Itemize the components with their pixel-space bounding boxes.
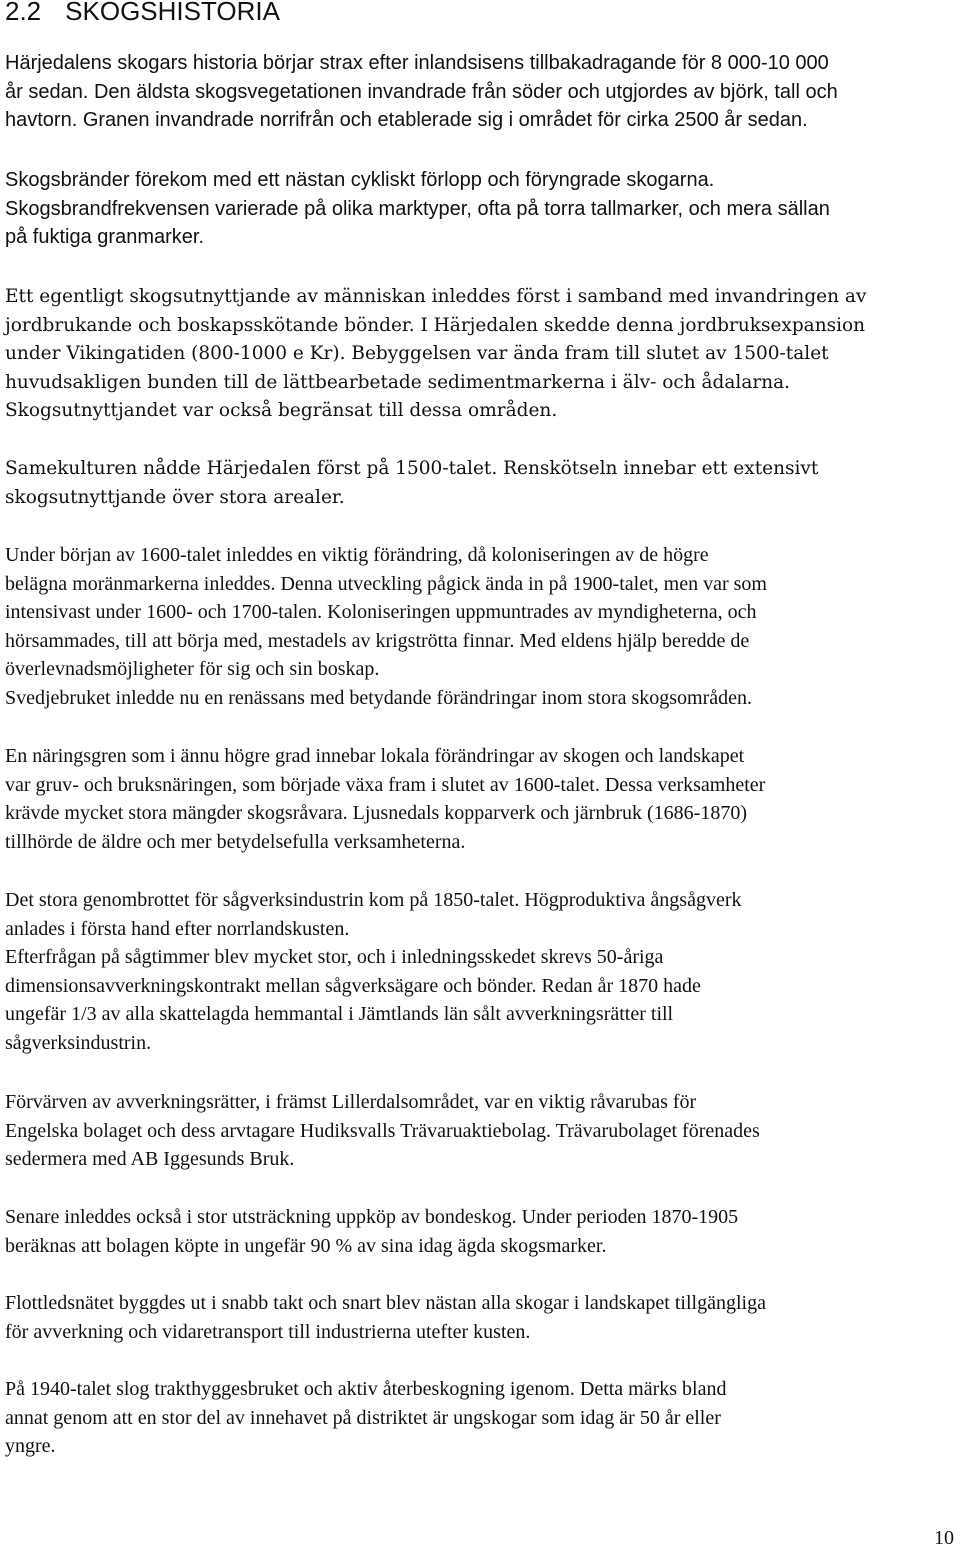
paragraph-sawmills bbox=[5, 886, 955, 1057]
text-line: På 1940-talet slog trakthyggesbruket och aktiv återbeskogning igenom. Detta märks bland bbox=[5, 1378, 727, 1400]
section-number: 2.2 bbox=[5, 0, 42, 26]
text-line: sågverksindustrin. bbox=[5, 1031, 152, 1054]
paragraph-colonisation bbox=[5, 541, 955, 712]
text-line: Under början av 1600-talet inleddes en viktig förändring, då koloniseringen av de högre bbox=[5, 544, 709, 566]
text-line: havtorn. Granen invandrade norrifrån och etablerade sig i området för cirka 2500 år sedan. bbox=[5, 109, 808, 131]
paragraph-sami-culture bbox=[5, 455, 955, 512]
text-line: skogsutnyttjande över stora arealer. bbox=[5, 486, 345, 508]
text-line: sedermera med AB Iggesunds Bruk. bbox=[5, 1148, 295, 1170]
text-line: Härjedalens skogars historia börjar strax efter inlandsisens tillbakadragande för 8 000-10 000 bbox=[5, 52, 829, 74]
text-line: huvudsakligen bunden till de lättbearbetade sedimentmarkerna i älv- och ådalarna. bbox=[5, 371, 791, 393]
text-line: jordbrukande och boskapsskötande bönder. I Härjedalen skedde denna jordbruksexpansion bbox=[5, 314, 866, 336]
text-line: under Vikingatiden (800-1000 e Kr). Bebyggelsen var ända fram till slutet av 1500-talet bbox=[5, 343, 829, 364]
text-line: på fuktiga granmarker. bbox=[5, 226, 204, 248]
text-line: Skogsutnyttjandet var också begränsat till dessa områden. bbox=[5, 400, 558, 421]
text-line: dimensionsavverkningskontrakt mellan sågverksägare och bönder. Redan år 1870 hade bbox=[5, 974, 701, 997]
text-line: hörsammades, till att börja med, mestadels av krigströtta finnar. Med eldens hjälp beredde de bbox=[5, 629, 750, 652]
text-line: Flottledsnätet byggdes ut i snabb takt och snart blev nästan alla skogar i landskapet tillgängliga bbox=[5, 1292, 766, 1314]
section-title: SKOGSHISTORIA bbox=[65, 0, 280, 26]
paragraph-farm-forest-purchases bbox=[5, 1203, 955, 1260]
text-line: Förvärven av avverkningsrätter, i främst Lillerdalsområdet, var en viktig råvarubas för bbox=[5, 1091, 697, 1113]
text-line: Det stora genombrottet för sågverksindustrin kom på 1850-talet. Högproduktiva ångsågverk bbox=[5, 889, 742, 911]
paragraph-early-use bbox=[5, 283, 955, 426]
text-line: Ett egentligt skogsutnyttjande av människan inleddes först i samband med invandringen av bbox=[5, 286, 867, 307]
page-number: 10 bbox=[934, 1527, 954, 1549]
text-line: krävde mycket stora mängder skogsråvara. Ljusnedals kopparverk och järnbruk (1686-1870) bbox=[5, 802, 747, 824]
paragraph-felling-rights bbox=[5, 1088, 955, 1174]
text-line: Skogsbrandfrekvensen varierade på olika marktyper, ofta på torra tallmarker, och mera sällan bbox=[5, 197, 830, 220]
paragraph-clearcutting bbox=[5, 1375, 955, 1461]
text-line: anlades i första hand efter norrlandskusten. bbox=[5, 917, 350, 940]
text-line: intensivast under 1600- och 1700-talen. Koloniseringen uppmuntrades av myndigheterna, och bbox=[5, 601, 757, 623]
text-line: annat genom att en stor del av innehavet på distriktet är ungskogar som idag är 50 år eller bbox=[5, 1406, 721, 1429]
text-line: ungefär 1/3 av alla skattelagda hemmantal i Jämtlands län sålt avverkningsrätter till bbox=[5, 1003, 674, 1025]
text-line: Samekulturen nådde Härjedalen först på 1500-talet. Renskötseln innebar ett extensivt bbox=[5, 458, 819, 479]
paragraph-forest-fires bbox=[5, 166, 955, 252]
section-heading bbox=[5, 0, 280, 28]
text-line: Efterfrågan på sågtimmer blev mycket stor, och i inledningsskedet skrevs 50-åriga bbox=[5, 946, 664, 968]
paragraph-floatways bbox=[5, 1289, 955, 1346]
text-line: för avverkning och vidaretransport till industrierna utefter kusten. bbox=[5, 1320, 531, 1343]
paragraph-intro bbox=[5, 49, 955, 135]
text-line: Engelska bolaget och dess arvtagare Hudiksvalls Trävaruaktiebolag. Trävarubolaget förenades bbox=[5, 1119, 760, 1142]
text-line: belägna moränmarkerna inleddes. Denna utveckling pågick ända in på 1900-talet, men var som bbox=[5, 572, 767, 595]
text-line: var gruv- och bruksnäringen, som började växa fram i slutet av 1600-talet. Dessa verksamheter bbox=[5, 773, 766, 796]
text-line: Svedjebruket inledde nu en renässans med betydande förändringar inom stora skogsområden. bbox=[5, 686, 753, 709]
text-line: En näringsgren som i ännu högre grad innebar lokala förändringar av skogen och landskapet bbox=[5, 745, 745, 767]
text-line: yngre. bbox=[5, 1435, 56, 1457]
text-line: beräknas att bolagen köpte in ungefär 90 % av sina idag ägda skogsmarker. bbox=[5, 1234, 607, 1257]
text-line: år sedan. Den äldsta skogsvegetationen invandrade från söder och utgjordes av björk, tall och bbox=[5, 80, 838, 103]
paragraph-mining bbox=[5, 742, 955, 856]
text-line: Skogsbränder förekom med ett nästan cykliskt förlopp och föryngrade skogarna. bbox=[5, 169, 715, 191]
text-line: överlevnadsmöjligheter för sig och sin boskap. bbox=[5, 658, 380, 680]
text-line: Senare inleddes också i stor utsträckning uppköp av bondeskog. Under perioden 1870-1905 bbox=[5, 1206, 739, 1228]
text-line: tillhörde de äldre och mer betydelsefulla verksamheterna. bbox=[5, 830, 466, 853]
